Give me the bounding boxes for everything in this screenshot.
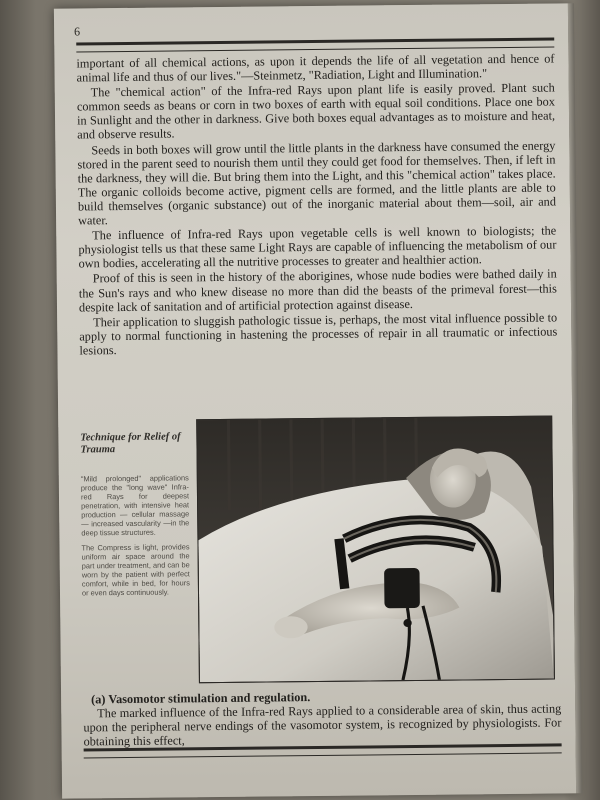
photo-illustration: [197, 417, 554, 683]
book-page: [54, 3, 576, 798]
paragraph: Their application to sluggish pathologic tissue is, perhaps, the most vital influence possible to apply to normal functioning in hastening the processes of repair in all traumatic or infectious lesions.: [79, 310, 558, 358]
section-text: [83, 687, 562, 748]
section-heading: (a) Vasomotor stimulation and regulation.: [91, 690, 311, 707]
page-number: 6: [74, 24, 81, 39]
paragraph: Proof of this is seen in the history of the aborigines, whose nude bodies were bathed daily in the Sun's rays and who knew disease no more than did the beasts of the primeval forest—this despite lack of sanitation and of artificial protection against disease.: [78, 266, 557, 315]
body-text: [76, 51, 557, 358]
paragraph: Seeds in both boxes will grow until the little plants in the darkness have consumed the energy stored in the parent seed to nourish them until they could get food for themselves. Then, if left in the darkness, they will die. But bring them into the Light, and this "chemical action" takes place. The organic colloids become active, pigment cells are formed, and the little plants are able to build themselves (organic substance) out of the inorganic material about them—soil, air and water.: [77, 138, 556, 228]
section-paragraph: The marked influence of the Infra-red Rays applied to a considerable area of skin, thus acting upon the peripheral nerve endings of the vasomotor system, is recognized by physiologists. For obtaining this effect,: [83, 701, 562, 749]
side-caption-body: [81, 473, 190, 597]
figure-section: [80, 415, 561, 682]
side-caption: [80, 431, 190, 603]
paragraph: The influence of Infra-red Rays upon vegetable cells is well known to biologists; the physiologist tells us that these same Light Rays are capable of influencing the metabolism of our own bodies, accelerating all the nutritive processes to greater and healthier action.: [78, 223, 557, 271]
side-caption-paragraph: "Mild prolonged" applications produce the "long wave" Infra-red Rays for deepest penetration, with intensive heat production — cellular massage — increased vascularity —in the deep tissue structures.: [80, 473, 190, 538]
paragraph: important of all chemical actions, as upon it depends the life of all vegetation and hence of animal life and thus of our lives."—Steinmetz, "Radiation, Light and Illumination.": [76, 51, 555, 85]
top-rule: [76, 37, 554, 52]
treatment-photo: [196, 416, 555, 684]
side-caption-title: Technique for Relief of Trauma: [80, 431, 181, 456]
paragraph: The "chemical action" of the Infra-red Rays upon plant life is easily proved. Plant such common seeds as beans or corn in two boxes of earth with equal soil conditions. Place one box in Sunlight and the other in darkness. Give both boxes equal advantages as to moisture and heat, and observe results.: [76, 80, 556, 142]
side-caption-paragraph: The Compress is light, provides uniform air space around the part under treatment, and can be worn by the patient with perfect comfort, while in bed, for hours or even days continuously.: [81, 542, 190, 598]
